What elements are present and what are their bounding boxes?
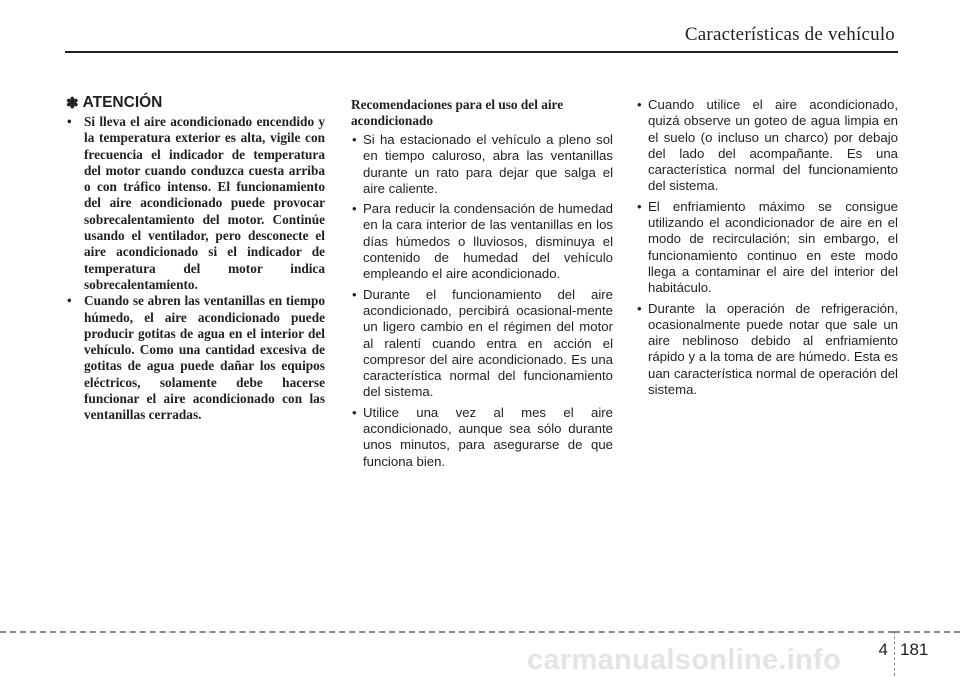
recommendations-heading: Recomendaciones para el uso del aire acondicionado	[351, 97, 564, 128]
caution-list	[66, 114, 325, 424]
caution-item: • Cuando se abren las ventanillas en tiempo húmedo, el aire acondicionado puede producir gotitas de agua en el interior del vehículo. Como una cantidad excesiva de gotitas de agua puede dañar los equipos eléctricos, solamente debe hacerse funcionar el aire acondicionado con las ventanillas cerradas.	[66, 293, 325, 423]
caution-heading	[66, 94, 325, 112]
note-item: • Durante la operación de refrigeración, ocasionalmente puede notar que sale un aire neblinoso debido al enfriamiento rápido y a la toma de are húmedo. Esta es uan característica normal de operación del sistema.	[636, 301, 898, 399]
recommendations-list	[351, 132, 613, 470]
footer-divider	[894, 631, 895, 676]
chapter-number: 4	[878, 640, 888, 659]
recommendation-item: • Utilice una vez al mes el aire acondicionado, aunque sea sólo durante unos minutos, para asegurarse de que funciona bien.	[351, 405, 613, 470]
notes-list	[636, 97, 898, 398]
header-rule	[65, 51, 898, 53]
recommendation-item: • Para reducir la condensación de humedad en la cara interior de las ventanillas en los días húmedos o lluviosos, disminuya el contenido de humedad del vehículo empleando el aire acondicionado.	[351, 201, 613, 282]
footer-rule	[0, 631, 894, 633]
page-number: 181	[900, 640, 929, 659]
caution-star-icon: ✽	[66, 95, 79, 112]
notes-column	[636, 97, 898, 402]
recommendation-item: • Si ha estacionado el vehículo a pleno sol en tiempo caluroso, abra las ventanillas durante un rato para dejar que salga el aire caliente.	[351, 132, 613, 197]
caution-column	[66, 94, 325, 424]
recommendation-item: • Durante el funcionamiento del aire acondicionado, percibirá ocasional-mente un ligero cambio en el régimen del motor al ralentí cuando entra en acción el compresor del aire acondicionado. Es una característica normal del funcionamiento del sistema.	[351, 287, 613, 401]
caution-title: ATENCIÓN	[82, 94, 163, 111]
note-item: • El enfriamiento máximo se consigue utilizando el acondicionador de aire en el modo de recirculación; sin embargo, el funcionamiento continuo en este modo llega a contaminar el aire del interior del habitáculo.	[636, 199, 898, 297]
note-item: • Cuando utilice el aire acondicionado, quizá observe un goteo de agua limpia en el suelo (o incluso un charco) por debajo del lado del acompañante. Es una característica normal del funcionamiento del sistema.	[636, 97, 898, 195]
footer-rule-right	[894, 631, 960, 633]
watermark: carmanualsonline.info	[527, 644, 842, 676]
recommendations-column	[351, 97, 613, 474]
caution-item: • Si lleva el aire acondicionado encendido y la temperatura exterior es alta, vigile con frecuencia el indicador de temperatura del motor cuando conduzca cuesta arriba o con tráfico intenso. El funcionamiento del aire acondicionado puede provocar sobrecalentamiento del motor. Continúe usando el ventilador, pero desconecte el aire acondicionado si el indicador de temperatura del motor indica sobrecalentamiento.	[66, 114, 325, 293]
page-header-title: Características de vehículo	[684, 24, 895, 45]
